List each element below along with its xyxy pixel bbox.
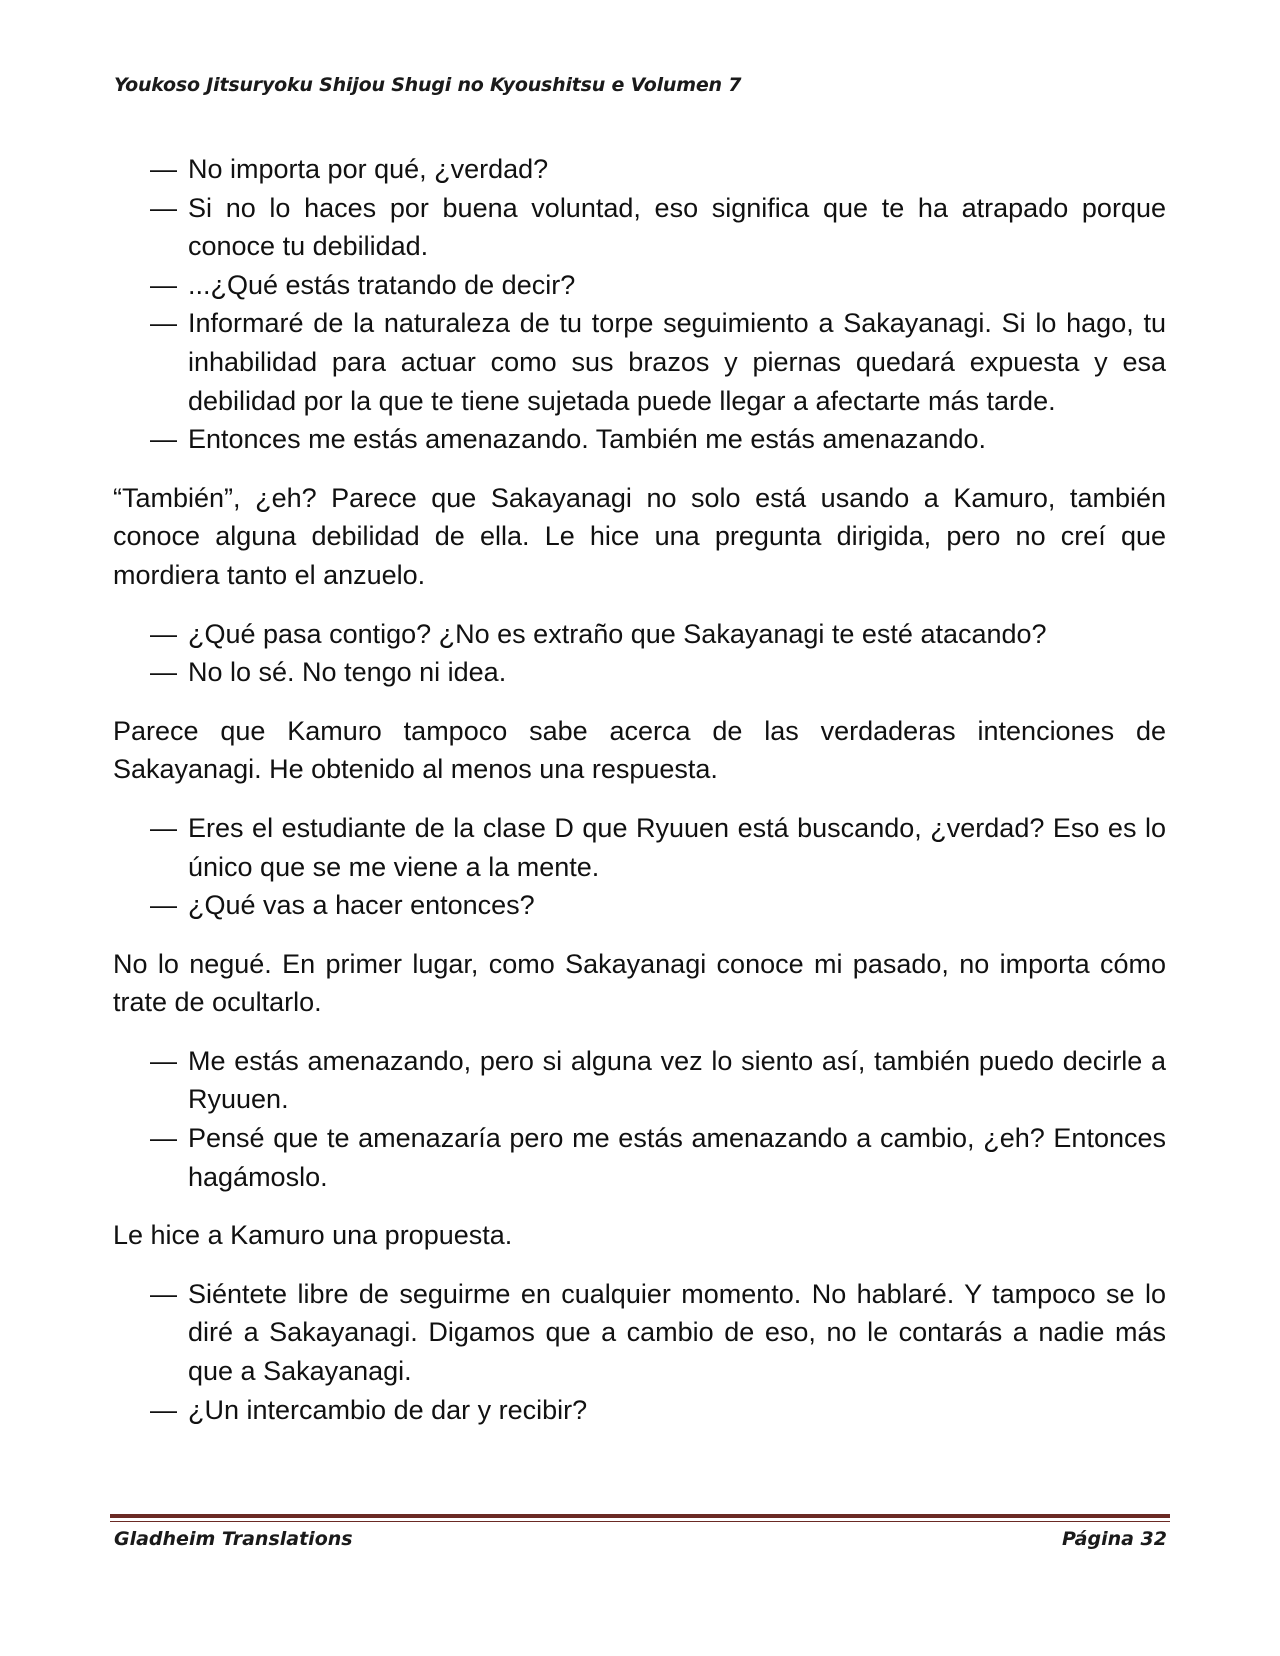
narration-paragraph: Parece que Kamuro tampoco sabe acerca de las verdaderas intenciones de Sakayanagi. He obtenido al menos una respuesta. xyxy=(113,715,1166,785)
em-dash: — xyxy=(150,618,177,649)
dialogue-block xyxy=(113,150,1166,459)
em-dash: — xyxy=(150,269,177,300)
page-number: Página 32 xyxy=(1061,1528,1167,1550)
footer-rule xyxy=(110,1514,1170,1518)
dialogue-block xyxy=(113,1042,1166,1196)
dialogue-line xyxy=(113,615,1166,654)
dialogue-text: No importa por qué, ¿verdad? xyxy=(188,154,549,184)
dialogue-block xyxy=(113,615,1166,692)
dialogue-line xyxy=(113,1042,1166,1119)
dialogue-text: ...¿Qué estás tratando de decir? xyxy=(188,269,576,300)
dialogue-line xyxy=(113,653,1166,692)
em-dash: — xyxy=(150,1394,177,1425)
dialogue-text: Eres el estudiante de la clase D que Ryuuen está buscando, ¿verdad? Eso es lo único que se me viene a la mente. xyxy=(188,812,1166,882)
em-dash: — xyxy=(150,1045,177,1076)
page-header-title: Youkoso Jitsuryoku Shijou Shugi no Kyoushitsu e Volumen 7 xyxy=(114,74,742,96)
dialogue-text: Siéntete libre de seguirme en cualquier momento. No hablaré. Y tampoco se lo diré a Sakayanagi. Digamos que a cambio de eso, no le contarás a nadie más que a Sakayanagi. xyxy=(188,1278,1166,1387)
dialogue-line xyxy=(113,420,1166,459)
dialogue-line xyxy=(113,1119,1166,1196)
narration-paragraph: No lo negué. En primer lugar, como Sakayanagi conoce mi pasado, no importa cómo trate de ocultarlo. xyxy=(113,948,1166,1018)
dialogue-line xyxy=(113,886,1166,925)
em-dash: — xyxy=(150,308,177,339)
dialogue-text: ¿Qué vas a hacer entonces? xyxy=(188,890,535,921)
dialogue-text: No lo sé. No tengo ni idea. xyxy=(188,657,507,688)
em-dash: — xyxy=(150,890,177,921)
dialogue-text: ¿Un intercambio de dar y recibir? xyxy=(188,1394,588,1425)
em-dash: — xyxy=(150,1278,177,1309)
dialogue-text: Si no lo haces por buena voluntad, eso significa que te ha atrapado porque conoce tu debilidad. xyxy=(188,192,1166,262)
narration-paragraph: “También”, ¿eh? Parece que Sakayanagi no solo está usando a Kamuro, también conoce alguna debilidad de ella. Le hice una pregunta dirigida, pero no creí que mordiera tanto el anzuelo. xyxy=(113,482,1166,590)
dialogue-line xyxy=(113,304,1166,420)
dialogue-line xyxy=(113,189,1166,266)
dialogue-block xyxy=(113,809,1166,925)
dialogue-line xyxy=(113,266,1166,305)
dialogue-text: Me estás amenazando, pero si alguna vez lo siento así, también puedo decirle a Ryuuen. xyxy=(188,1045,1166,1115)
dialogue-line xyxy=(113,150,1166,189)
narration-paragraph: Le hice a Kamuro una propuesta. xyxy=(113,1220,513,1251)
em-dash: — xyxy=(150,154,177,184)
footer-credit: Gladheim Translations xyxy=(114,1528,353,1550)
dialogue-line xyxy=(113,809,1166,886)
em-dash: — xyxy=(150,1123,177,1154)
dialogue-line xyxy=(113,1275,1166,1391)
em-dash: — xyxy=(150,192,177,223)
em-dash: — xyxy=(150,424,177,455)
dialogue-text: Pensé que te amenazaría pero me estás amenazando a cambio, ¿eh? Entonces hagámoslo. xyxy=(188,1123,1166,1192)
dialogue-text: Informaré de la naturaleza de tu torpe seguimiento a Sakayanagi. Si lo hago, tu inhabilidad para actuar como sus brazos y piernas quedará expuesta y esa debilidad por la que te tiene sujetada puede llegar a afectarte más tarde. xyxy=(188,308,1166,416)
dialogue-text: Entonces me estás amenazando. También me estás amenazando. xyxy=(188,424,986,455)
em-dash: — xyxy=(150,657,177,688)
dialogue-line xyxy=(113,1391,1166,1430)
dialogue-block xyxy=(113,1275,1166,1429)
footer-rule-thin xyxy=(110,1521,1170,1522)
page-body xyxy=(113,150,1166,1429)
dialogue-text: ¿Qué pasa contigo? ¿No es extraño que Sakayanagi te esté atacando? xyxy=(188,618,1047,649)
em-dash: — xyxy=(150,812,177,843)
